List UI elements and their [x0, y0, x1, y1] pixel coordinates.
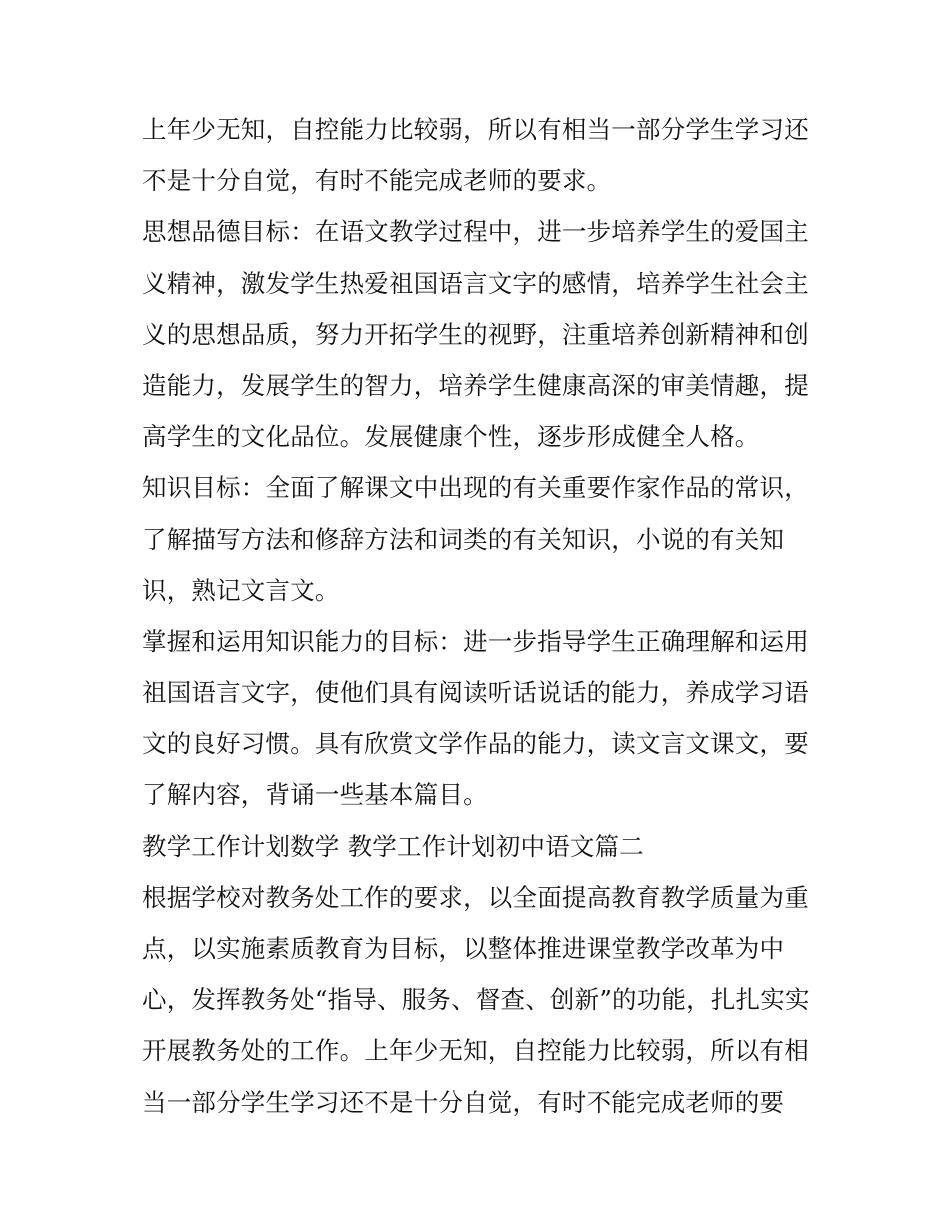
text-line: 知识目标：全面了解课文中出现的有关重要作家作品的常识，: [142, 473, 809, 503]
section-heading: 教学工作计划数学 教学工作计划初中语文篇二: [142, 831, 644, 861]
document-body: [142, 104, 822, 1128]
text-line: 当一部分学生学习还不是十分自觉，有时不能完成老师的要: [142, 1087, 785, 1117]
text-line: 根据学校对教务处工作的要求，以全面提高教育教学质量为重: [142, 882, 809, 912]
text-line: 识，熟记文言文。: [142, 575, 340, 605]
text-line: 不是十分自觉，有时不能完成老师的要求。: [142, 166, 612, 196]
text-line: 思想品德目标：在语文教学过程中，进一步培养学生的爱国主: [142, 217, 809, 247]
text-line: 开展教务处的工作。上年少无知，自控能力比较弱，所以有相: [142, 1036, 809, 1066]
text-line: 义的思想品质，努力开拓学生的视野，注重培养创新精神和创: [142, 319, 809, 349]
text-line: 了解内容，背诵一些基本篇目。: [142, 780, 488, 810]
text-line: 上年少无知，自控能力比较弱，所以有相当一部分学生学习还: [142, 115, 809, 144]
text-line: 文的良好习惯。具有欣赏文学作品的能力，读文言文课文，要: [142, 729, 809, 759]
text-line: 掌握和运用知识能力的目标：进一步指导学生正确理解和运用: [142, 626, 809, 656]
text-line: 义精神，激发学生热爱祖国语言文字的感情，培养学生社会主: [142, 268, 809, 298]
text-line: 造能力，发展学生的智力，培养学生健康高深的审美情趣，提: [142, 370, 809, 400]
text-line: 了解描写方法和修辞方法和词类的有关知识，小说的有关知: [142, 524, 785, 554]
text-line: 高学生的文化品位。发展健康个性，逐步形成健全人格。: [142, 422, 760, 452]
text-line: 心，发挥教务处“指导、服务、督查、创新”的功能，扎扎实实: [142, 985, 810, 1015]
text-line: 点，以实施素质教育为目标，以整体推进课堂教学改革为中: [142, 934, 785, 963]
text-line: 祖国语言文字，使他们具有阅读听话说话的能力，养成学习语: [142, 678, 809, 708]
